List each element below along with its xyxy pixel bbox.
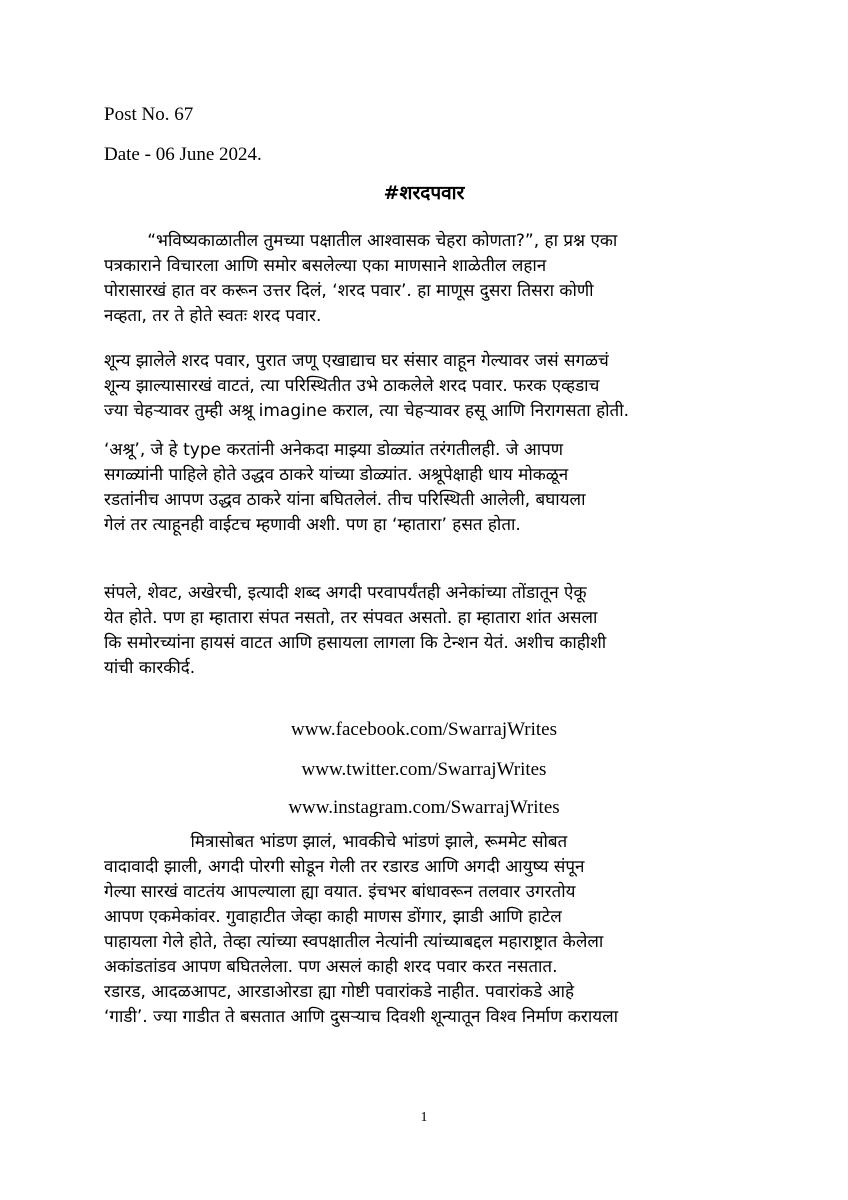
paragraph-5 [104,830,744,1030]
paragraph-3 [104,438,744,538]
instagram-link[interactable]: www.instagram.com/SwarrajWrites [288,797,560,818]
paragraph-line: यांची कारकीर्द. [104,658,196,678]
paragraph-line: ‘अश्रू’, जे हे type करतांनी अनेकदा माझ्या डोळ्यांत तरंगतीलही. जे आपण [104,440,564,460]
twitter-link[interactable]: www.twitter.com/SwarrajWrites [301,759,547,780]
paragraph-line: शून्य झालेले शरद पवार, पुरात जणू एखाद्याच घर संसार वाहून गेल्यावर जसं सगळचं [104,351,609,371]
paragraph-line: रडारड, आदळआपट, आरडाओरडा ह्या गोष्टी पवारांकडे नाहीत. पवारांकडे आहे [104,982,575,1002]
paragraph-line: रडतांनीच आपण उद्धव ठाकरे यांना बघितलेलं. तीच परिस्थिती आलेली, बघायला [104,490,586,510]
facebook-link[interactable]: www.facebook.com/SwarrajWrites [290,719,558,740]
paragraph-line: अकांडतांडव आपण बघितलेला. पण असलं काही शरद पवार करत नसतात. [104,957,558,977]
paragraph-line: ज्या चेहऱ्यावर तुम्ही अश्रू imagine कराल, त्या चेहऱ्यावर हसू आणि निरागसता होती. [104,401,630,421]
paragraph-line: नव्हता, तर ते होते स्वतः शरद पवार. [104,306,322,326]
paragraph-line: कि समोरच्यांना हायसं वाटत आणि हसायला लागला कि टेन्शन येतं. अशीच काहीशी [104,633,607,653]
post-number: Post No. 67 [104,104,194,125]
paragraph-line: आपण एकमेकांवर. गुवाहाटीत जेव्हा काही माणस डोंगार, झाडी आणि हाटेल [104,907,562,927]
paragraph-line: गेल्या सारखं वाटतंय आपल्याला ह्या वयात. इंचभर बांधावरून तलवार उगरतोय [104,882,576,902]
paragraph-line: संपले, शेवट, अखेरची, इत्यादी शब्द अगदी परवापर्यंतही अनेकांच्या तोंडातून ऐकू [104,583,587,603]
paragraph-line: वादावादी झाली, अगदी पोरगी सोडून गेली तर रडारड आणि अगदी आयुष्य संपून [104,857,585,877]
paragraph-line: शून्य झाल्यासारखं वाटतं, त्या परिस्थितीत उभे ठाकलेले शरद पवार. फरक एव्हडाच [104,376,600,396]
paragraph-line: “भविष्यकाळातील तुमच्या पक्षातील आश्वासक चेहरा कोणता?”, हा प्रश्न एका [104,231,618,251]
paragraph-line: ‘गाडी’. ज्या गाडीत ते बसतात आणि दुसऱ्याच दिवशी शून्यातून विश्व निर्माण करायला [104,1007,619,1027]
paragraph-4 [104,581,744,681]
paragraph-line: येत होते. पण हा म्हातारा संपत नसतो, तर संपवत असतो. हा म्हातारा शांत असला [104,608,598,628]
paragraph-line: गेलं तर त्याहूनही वाईटच म्हणावी अशी. पण हा ‘म्हातारा’ हसत होता. [104,515,521,535]
paragraph-1 [104,229,744,329]
paragraph-line: सगळ्यांनी पाहिले होते उद्धव ठाकरे यांच्या डोळ्यांत. अश्रूपेक्षाही धाय मोकळून [104,465,569,485]
paragraph-line: पत्रकाराने विचारला आणि समोर बसलेल्या एका माणसाने शाळेतील लहान [104,256,547,276]
paragraph-line: पोरासारखं हात वर करून उत्तर दिलं, ‘शरद पवार’. हा माणूस दुसरा तिसरा कोणी [104,281,594,301]
paragraph-line: मित्रासोबत भांडण झालं, भावकीचे भांडणं झाले, रूममेट सोबत [104,832,568,852]
paragraph-line: पाहायला गेले होते, तेव्हा त्यांच्या स्वपक्षातील नेत्यांनी त्यांच्याबद्दल महाराष्ट्रात केलेला [104,932,604,952]
hashtag-title: #शरदपवार [383,182,465,204]
page-number: 1 [420,1110,428,1125]
post-date: Date - 06 June 2024. [104,144,262,165]
paragraph-2 [104,349,744,424]
